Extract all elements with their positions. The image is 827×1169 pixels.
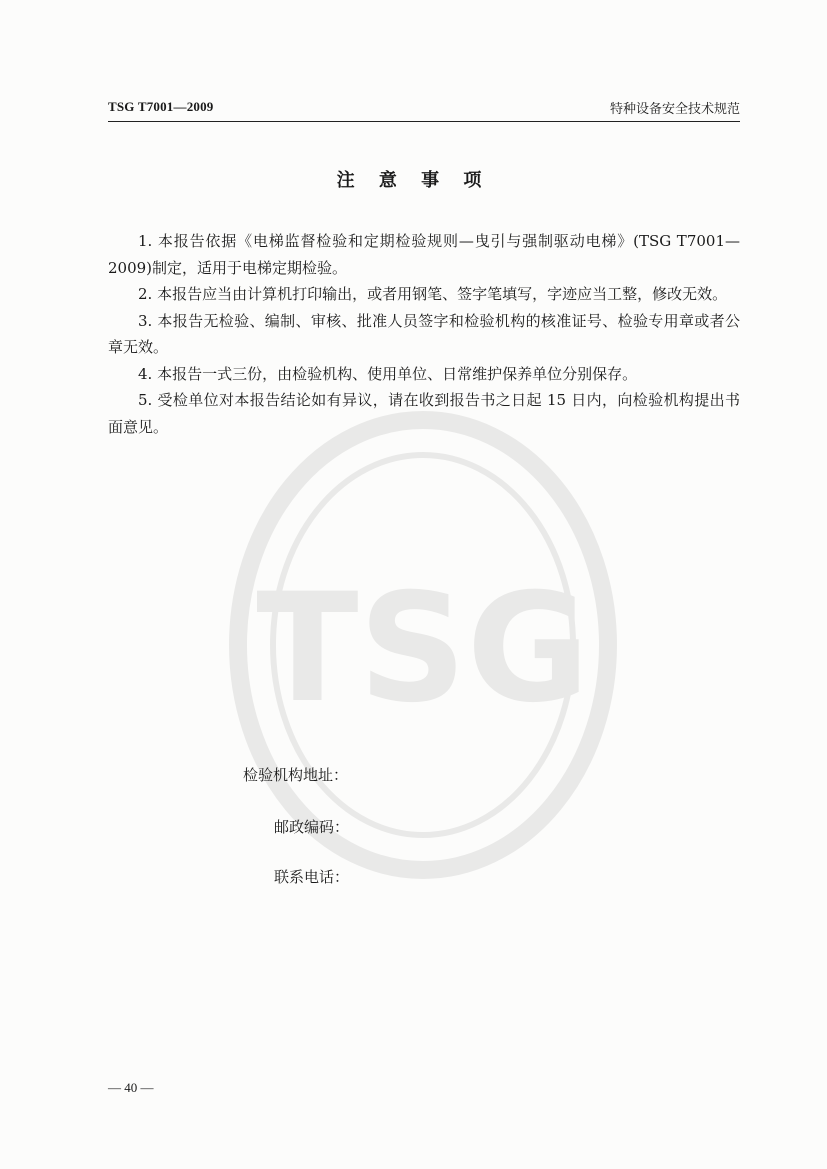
notice-item-1: 1. 本报告依据《电梯监督检验和定期检验规则—曳引与强制驱动电梯》(TSG T7001—2009)制定，适用于电梯定期检验。 [108,232,740,277]
notice-item-2: 2. 本报告应当由计算机打印输出，或者用钢笔、签字笔填写，字迹应当工整，修改无效。 [138,285,728,303]
page-title: 注 意 事 项 [336,170,491,191]
postcode-label: 邮政编码： [274,818,350,836]
notice-item-5: 5. 受检单位对本报告结论如有异议，请在收到报告书之日起 15 日内，向检验机构提出书面意见。 [108,391,740,436]
notice-item-4: 4. 本报告一式三份，由检验机构、使用单位、日常维护保养单位分别保存。 [138,364,638,383]
phone-label: 联系电话： [274,868,350,886]
watermark-text: TSG [256,562,590,736]
page-number: — 40 — [108,1080,154,1095]
notice-list [108,228,740,440]
standard-code: TSG T7001—2009 [108,99,214,114]
standard-category: 特种设备安全技术规范 [609,102,740,117]
page-header [108,97,740,122]
notice-item-3: 3. 本报告无检验、编制、审核、批准人员签字和检验机构的核准证号、检验专用章或者公章无效。 [108,311,740,356]
address-label: 检验机构地址： [243,766,349,784]
tsg-watermark-logo [228,410,618,880]
